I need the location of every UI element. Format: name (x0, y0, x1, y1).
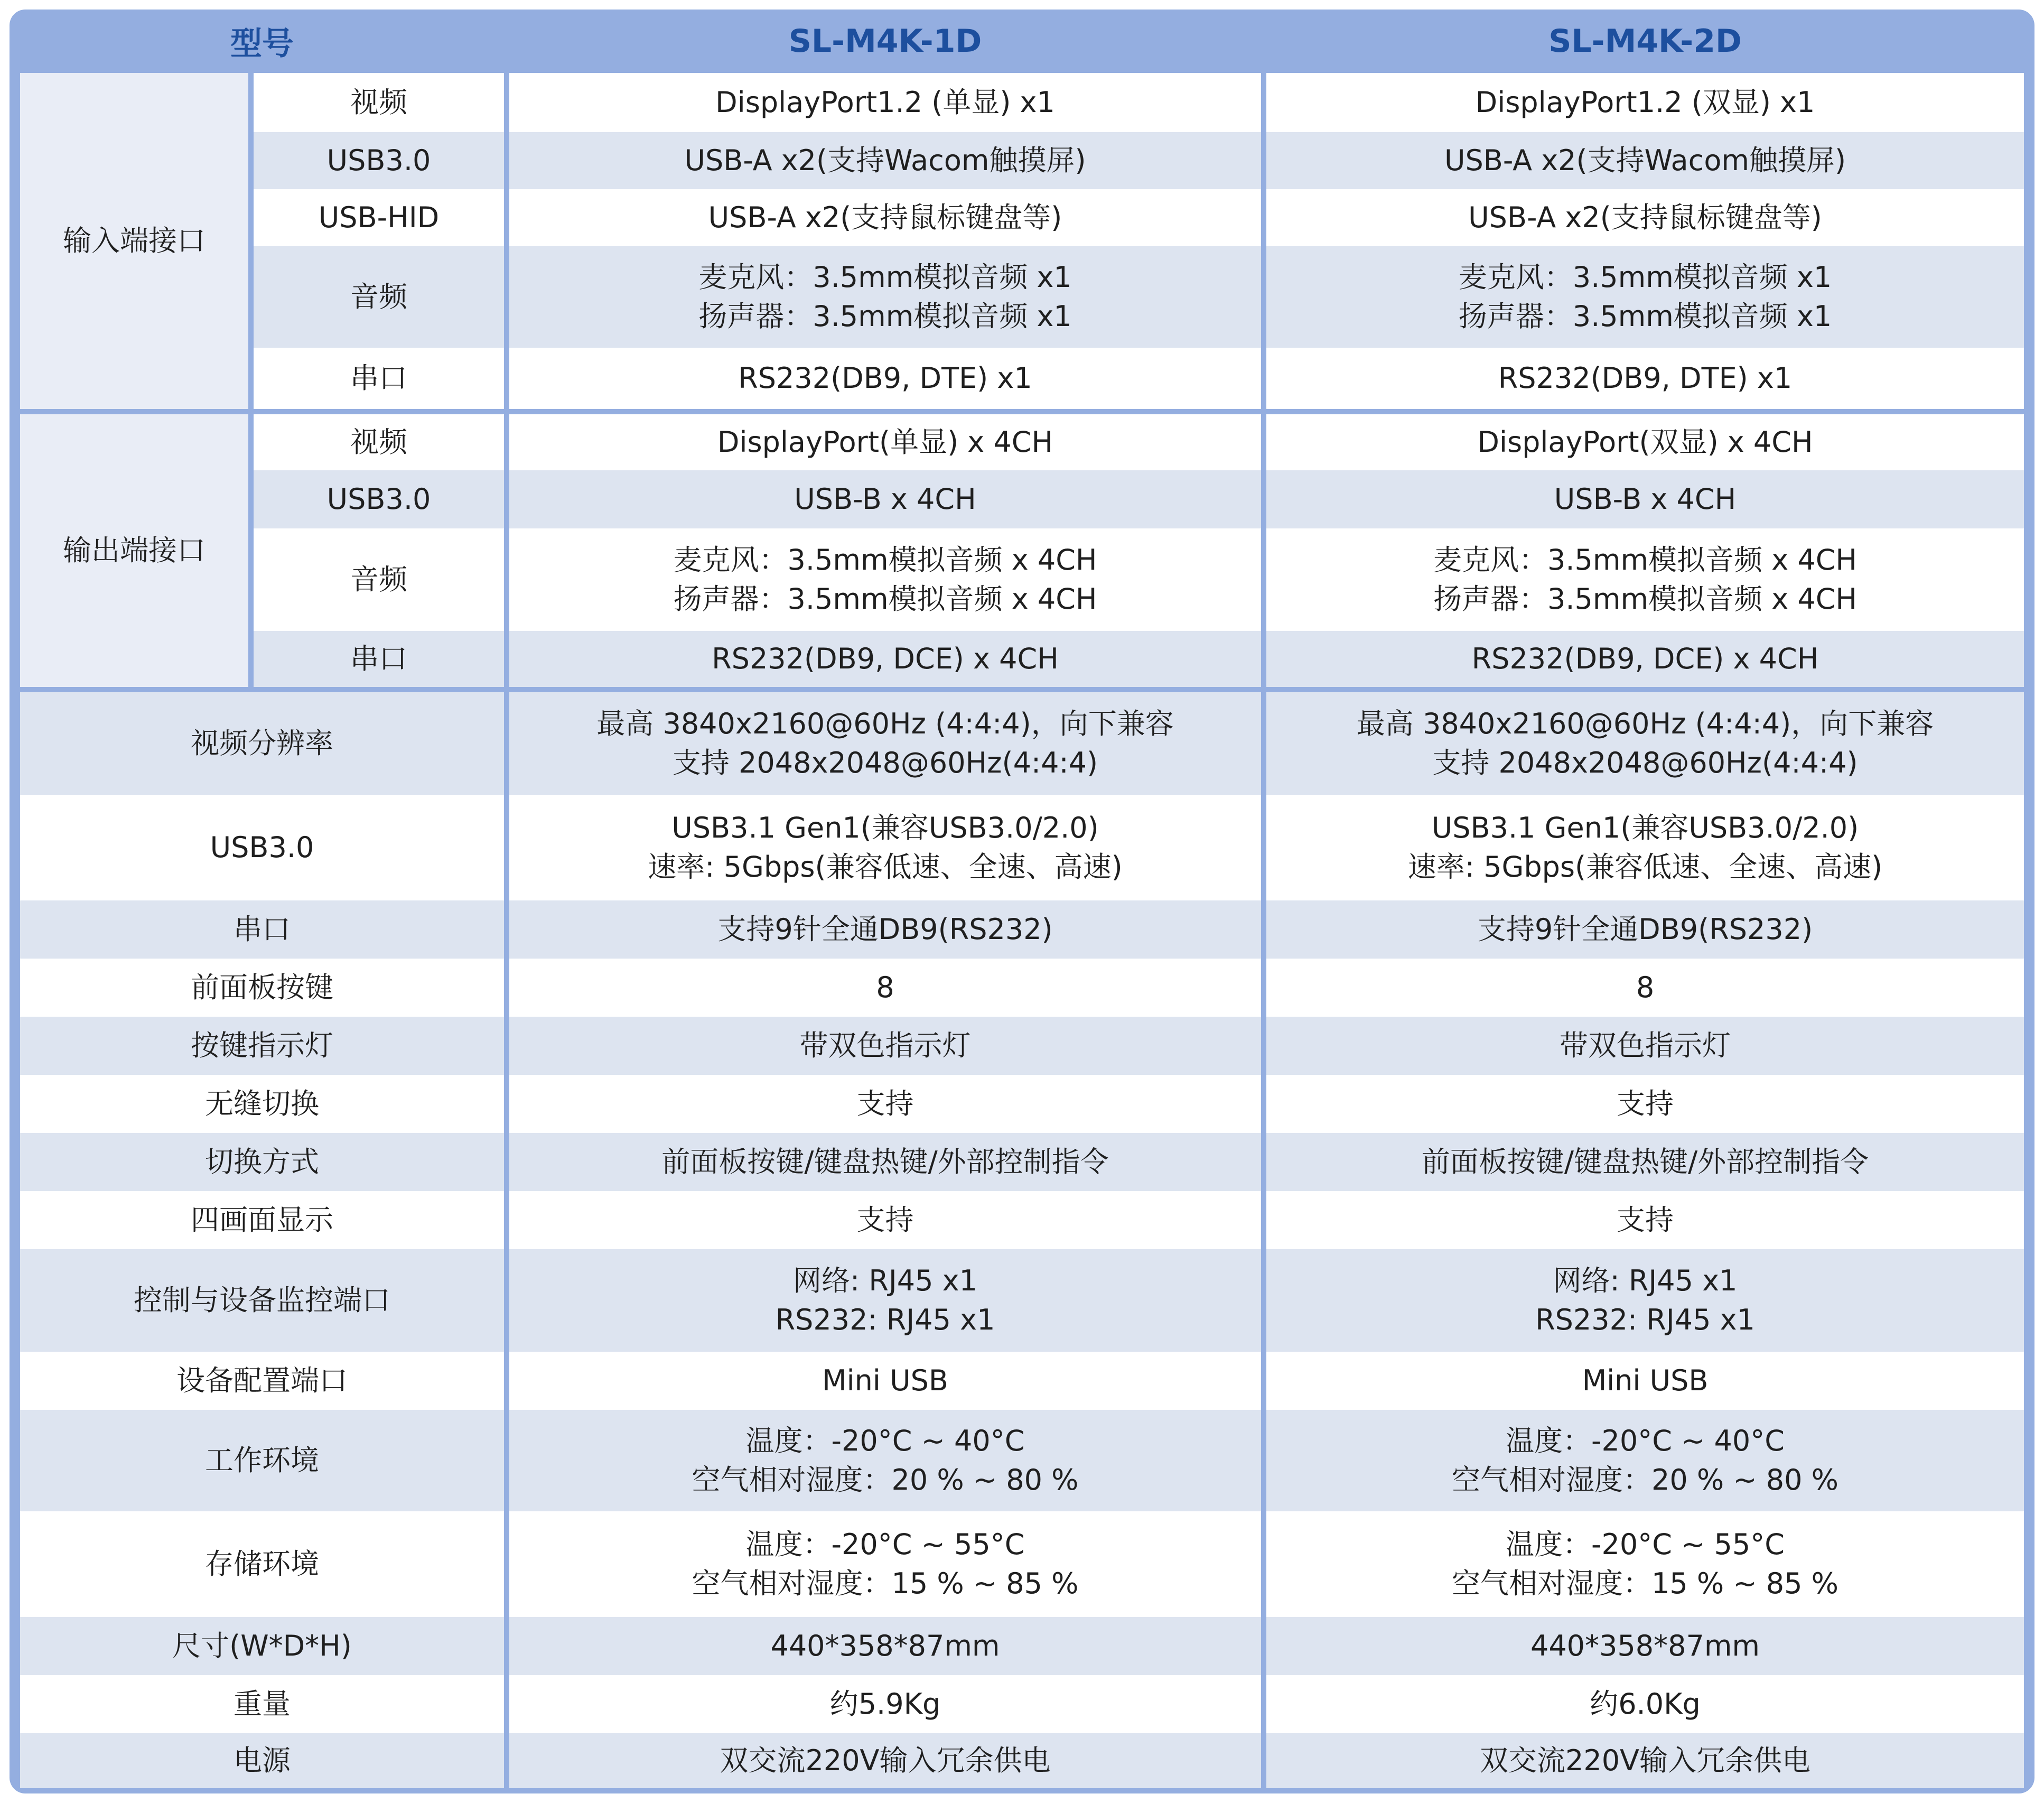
value-model-2 (1266, 900, 2024, 959)
cell-line: RS232: RJ45 x1 (1535, 1303, 1755, 1336)
value-model-2 (1266, 246, 2024, 348)
cell-line: RS232(DB9, DCE) x 4CH (1471, 642, 1819, 675)
cell-line: 约6.0Kg (1590, 1687, 1701, 1721)
value-model-1 (509, 1191, 1261, 1249)
cell-line: USB3.1 Gen1(兼容USB3.0/2.0) (671, 811, 1099, 844)
cell-line: 支持 (856, 1087, 914, 1120)
value-model-2 (1266, 1249, 2024, 1352)
value-model-2 (1266, 1675, 2024, 1733)
row-label: USB3.0 (254, 470, 504, 528)
row-label: 串口 (254, 348, 504, 409)
value-model-2 (1266, 1410, 2024, 1511)
value-model-1 (509, 246, 1261, 348)
cell-line: 麦克风：3.5mm模拟音频 x 4CH (1433, 543, 1858, 577)
spec-label: USB3.0 (20, 795, 504, 900)
value-model-1 (509, 528, 1261, 631)
cell-line: DisplayPort(单显) x 4CH (717, 425, 1053, 459)
cell-line: 空气相对湿度：15 % ~ 85 % (1452, 1567, 1838, 1600)
cell-line: 温度：-20°C ~ 55°C (745, 1528, 1025, 1561)
row-label: USB3.0 (254, 132, 504, 189)
cell-line: 速率: 5Gbps(兼容低速、全速、高速) (1407, 850, 1883, 884)
cell-line: 前面板按键/键盘热键/外部控制指令 (661, 1145, 1109, 1178)
spec-label: 串口 (20, 900, 504, 959)
input-group-label: 输入端接口 (20, 73, 248, 409)
header-model-1: SL-M4K-1D (788, 23, 982, 60)
cell-line: 麦克风：3.5mm模拟音频 x1 (1458, 261, 1832, 294)
cell-line: Mini USB (1582, 1364, 1709, 1397)
cell-line: 扬声器：3.5mm模拟音频 x 4CH (1433, 582, 1858, 616)
value-model-1 (509, 1075, 1261, 1133)
value-model-1 (509, 189, 1261, 246)
cell-line: 最高 3840x2160@60Hz (4:4:4)，向下兼容 (596, 707, 1174, 740)
cell-line: 8 (876, 971, 894, 1004)
value-model-1 (509, 1352, 1261, 1410)
spec-label: 四画面显示 (20, 1191, 504, 1249)
cell-line: 温度：-20°C ~ 40°C (1506, 1424, 1785, 1457)
value-model-2 (1266, 1617, 2024, 1675)
cell-line: 支持9针全通DB9(RS232) (717, 913, 1053, 946)
cell-line: 支持 (1617, 1087, 1674, 1120)
cell-line: 温度：-20°C ~ 40°C (745, 1424, 1025, 1457)
cell-line: RS232: RJ45 x1 (775, 1303, 995, 1336)
value-model-2 (1266, 692, 2024, 795)
value-model-1 (509, 631, 1261, 687)
spec-label: 存储环境 (20, 1511, 504, 1617)
cell-line: 扬声器：3.5mm模拟音频 x1 (698, 300, 1072, 333)
cell-line: 8 (1636, 971, 1655, 1004)
sub-column-divider (248, 414, 254, 687)
output-group-label: 输出端接口 (20, 414, 248, 687)
cell-line: RS232(DB9, DTE) x1 (738, 361, 1032, 395)
spec-label: 切换方式 (20, 1133, 504, 1191)
value-model-2 (1266, 528, 2024, 631)
row-label: USB-HID (254, 189, 504, 246)
value-model-1 (509, 1617, 1261, 1675)
value-model-2 (1266, 1733, 2024, 1788)
value-model-2 (1266, 1133, 2024, 1191)
value-model-1 (509, 414, 1261, 470)
value-model-1 (509, 692, 1261, 795)
cell-line: 麦克风：3.5mm模拟音频 x 4CH (673, 543, 1097, 577)
value-model-2 (1266, 1017, 2024, 1075)
cell-line: 扬声器：3.5mm模拟音频 x 4CH (673, 582, 1097, 616)
cell-line: 网络: RJ45 x1 (793, 1264, 977, 1297)
cell-line: 空气相对湿度：20 % ~ 80 % (692, 1463, 1079, 1497)
value-model-1 (509, 132, 1261, 189)
value-model-1 (509, 1133, 1261, 1191)
value-model-1 (509, 1249, 1261, 1352)
value-model-1 (509, 959, 1261, 1017)
value-model-2 (1266, 73, 2024, 132)
cell-line: 支持 2048x2048@60Hz(4:4:4) (672, 746, 1098, 779)
cell-line: 双交流220V输入冗余供电 (720, 1744, 1051, 1777)
cell-line: DisplayPort(双显) x 4CH (1477, 425, 1813, 459)
value-model-2 (1266, 1352, 2024, 1410)
spec-label: 无缝切换 (20, 1075, 504, 1133)
cell-line: RS232(DB9, DCE) x 4CH (712, 642, 1059, 675)
spec-label: 按键指示灯 (20, 1017, 504, 1075)
value-model-2 (1266, 470, 2024, 528)
value-model-2 (1266, 1075, 2024, 1133)
value-model-1 (509, 470, 1261, 528)
row-label: 视频 (254, 73, 504, 132)
value-model-2 (1266, 1511, 2024, 1617)
cell-line: USB-B x 4CH (1554, 482, 1737, 516)
cell-line: 空气相对湿度：15 % ~ 85 % (692, 1567, 1079, 1600)
row-label: 音频 (254, 528, 504, 631)
value-model-1 (509, 73, 1261, 132)
spec-label: 视频分辨率 (20, 692, 504, 795)
value-model-1 (509, 795, 1261, 900)
cell-line: 440*358*87mm (1530, 1629, 1760, 1662)
spec-label: 尺寸(W*D*H) (20, 1617, 504, 1675)
value-model-2 (1266, 189, 2024, 246)
column-divider (1261, 73, 1266, 1782)
value-model-2 (1266, 1191, 2024, 1249)
row-label: 音频 (254, 246, 504, 348)
cell-line: DisplayPort1.2 (单显) x1 (715, 86, 1055, 119)
spec-label: 电源 (20, 1733, 504, 1788)
column-divider (504, 73, 509, 1782)
value-model-1 (509, 1675, 1261, 1733)
cell-line: 带双色指示灯 (799, 1029, 971, 1062)
header-model-2: SL-M4K-2D (1548, 23, 1742, 60)
cell-line: 约5.9Kg (829, 1687, 941, 1721)
value-model-1 (509, 1733, 1261, 1788)
value-model-2 (1266, 414, 2024, 470)
cell-line: 最高 3840x2160@60Hz (4:4:4)，向下兼容 (1356, 707, 1934, 740)
cell-line: 麦克风：3.5mm模拟音频 x1 (698, 261, 1072, 294)
cell-line: USB-A x2(支持Wacom触摸屏) (1444, 144, 1846, 177)
cell-line: 温度：-20°C ~ 55°C (1506, 1528, 1785, 1561)
spec-label: 重量 (20, 1675, 504, 1733)
cell-line: USB-B x 4CH (794, 482, 976, 516)
cell-line: 扬声器：3.5mm模拟音频 x1 (1458, 300, 1832, 333)
value-model-1 (509, 1511, 1261, 1617)
cell-line: 带双色指示灯 (1560, 1029, 1731, 1062)
cell-line: DisplayPort1.2 (双显) x1 (1475, 86, 1815, 119)
cell-line: 支持9针全通DB9(RS232) (1477, 913, 1813, 946)
value-model-2 (1266, 795, 2024, 900)
value-model-2 (1266, 348, 2024, 409)
value-model-1 (509, 900, 1261, 959)
cell-line: RS232(DB9, DTE) x1 (1498, 361, 1793, 395)
spec-label: 前面板按键 (20, 959, 504, 1017)
cell-line: 前面板按键/键盘热键/外部控制指令 (1421, 1145, 1869, 1178)
cell-line: Mini USB (822, 1364, 948, 1397)
cell-line: USB-A x2(支持鼠标键盘等) (708, 201, 1062, 234)
cell-line: 支持 (1617, 1203, 1674, 1237)
cell-line: 速率: 5Gbps(兼容低速、全速、高速) (648, 850, 1123, 884)
header-model: 型号 (230, 25, 294, 62)
spec-label: 控制与设备监控端口 (20, 1249, 504, 1352)
row-label: 视频 (254, 414, 504, 470)
cell-line: 支持 2048x2048@60Hz(4:4:4) (1432, 746, 1858, 779)
cell-line: 网络: RJ45 x1 (1553, 1264, 1738, 1297)
value-model-1 (509, 348, 1261, 409)
value-model-1 (509, 1017, 1261, 1075)
cell-line: USB3.1 Gen1(兼容USB3.0/2.0) (1431, 811, 1859, 844)
value-model-1 (509, 1410, 1261, 1511)
section-divider (20, 409, 2024, 414)
spec-label: 设备配置端口 (20, 1352, 504, 1410)
row-label: 串口 (254, 631, 504, 687)
cell-line: USB-A x2(支持鼠标键盘等) (1468, 201, 1822, 234)
cell-line: 支持 (856, 1203, 914, 1237)
value-model-2 (1266, 959, 2024, 1017)
cell-line: 440*358*87mm (770, 1629, 1000, 1662)
spec-label: 工作环境 (20, 1410, 504, 1511)
cell-line: 双交流220V输入冗余供电 (1479, 1744, 1810, 1777)
section-divider (20, 687, 2024, 692)
cell-line: 空气相对湿度：20 % ~ 80 % (1452, 1463, 1838, 1497)
sub-column-divider (248, 73, 254, 409)
value-model-2 (1266, 132, 2024, 189)
value-model-2 (1266, 631, 2024, 687)
cell-line: USB-A x2(支持Wacom触摸屏) (684, 144, 1086, 177)
